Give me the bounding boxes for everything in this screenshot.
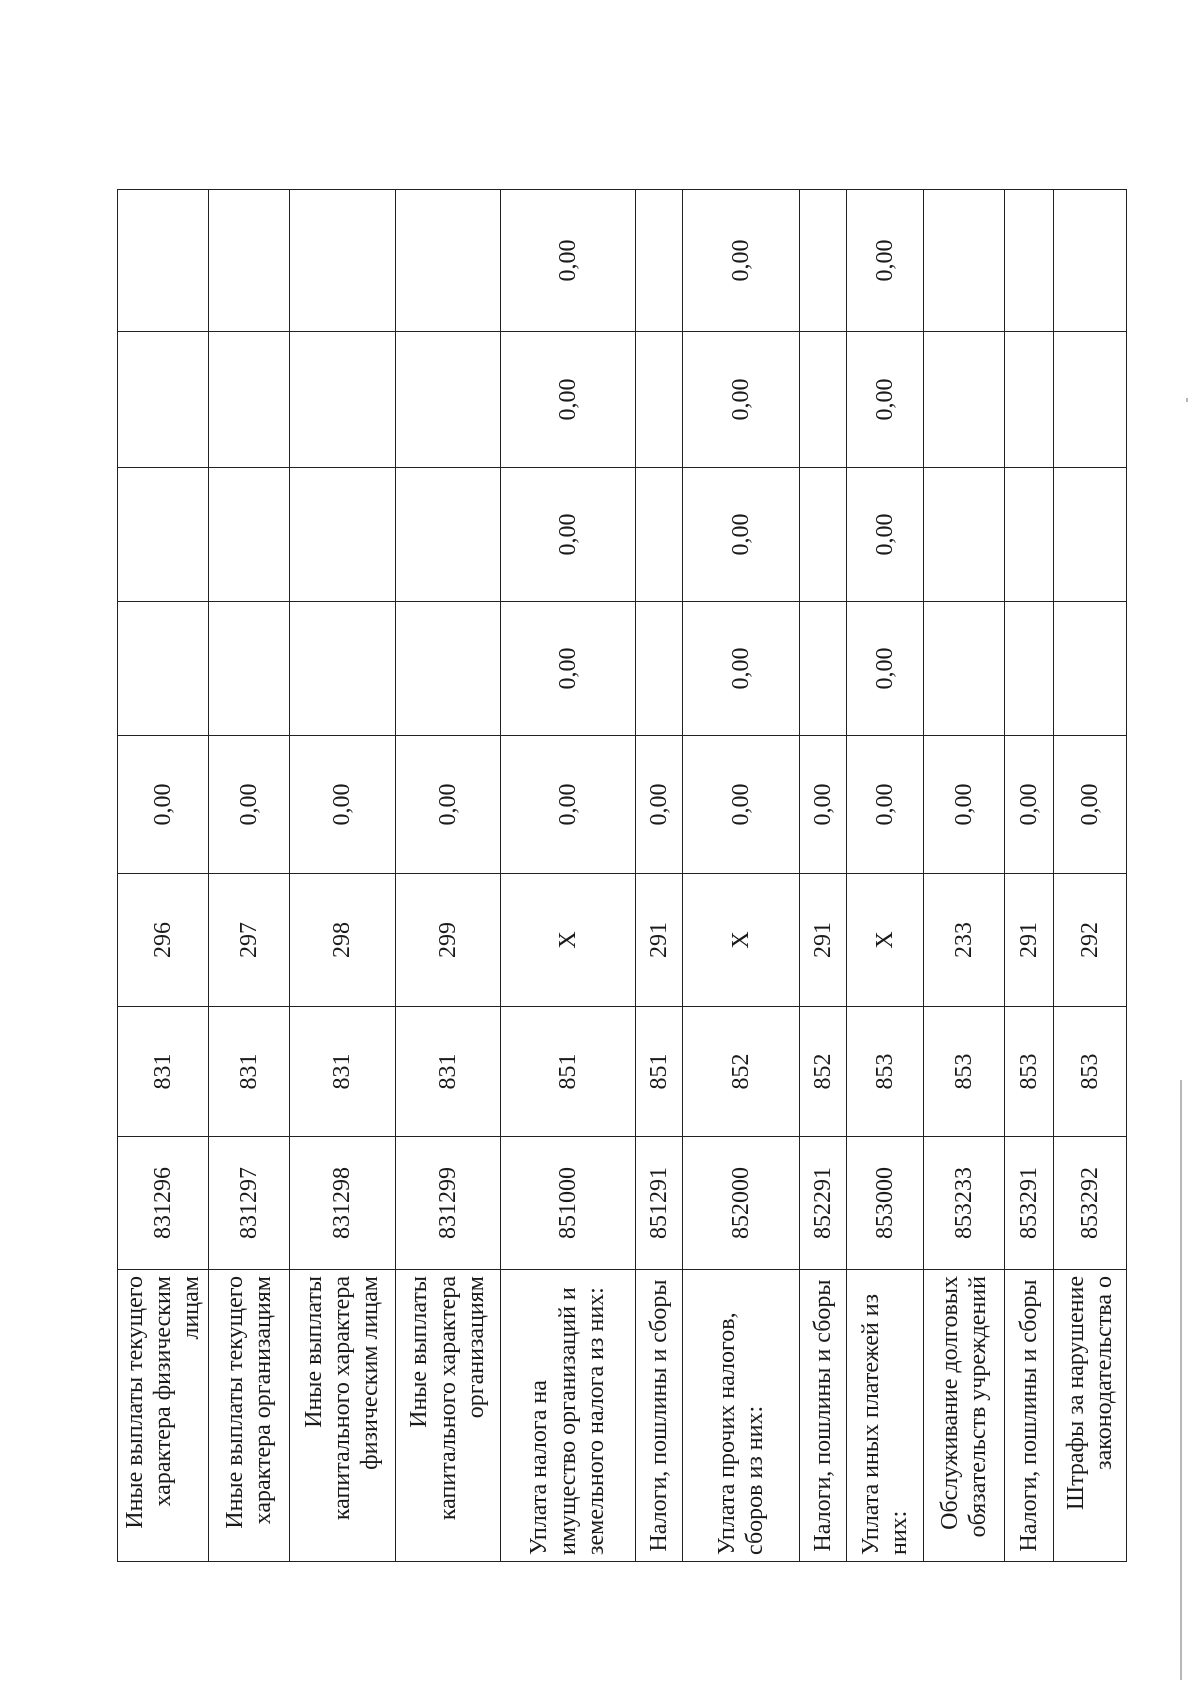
value-cell: 0,00: [847, 190, 924, 332]
expense-type-code-cell: 831: [209, 1007, 290, 1137]
row-code-cell: 831296: [118, 1137, 209, 1270]
row-code-cell: 852000: [683, 1137, 800, 1270]
value-cell: [1053, 190, 1126, 332]
value-cell: 0,00: [683, 468, 800, 602]
value-cell: 0,00: [683, 736, 800, 874]
expense-type-code-cell: 853: [847, 1007, 924, 1137]
row-name-cell: Иные выплаты текущего характера организациям: [209, 1270, 290, 1562]
value-cell: [635, 468, 683, 602]
value-cell: [1005, 468, 1054, 602]
value-cell: 0,00: [209, 736, 290, 874]
value-cell: [635, 602, 683, 736]
value-cell: 0,00: [683, 602, 800, 736]
value-cell: 0,00: [847, 736, 924, 874]
value-cell: [118, 468, 209, 602]
row-code-cell: 853292: [1053, 1137, 1126, 1270]
scan-edge-mark: [1180, 1080, 1182, 1680]
kosgu-code-cell: 292: [1053, 874, 1126, 1007]
row-name-cell: Налоги, пошлины и сборы: [799, 1270, 847, 1562]
row-code-cell: 851291: [635, 1137, 683, 1270]
value-cell: [799, 190, 847, 332]
row-name-cell: Уплата прочих налогов, сборов из них:: [683, 1270, 800, 1562]
value-cell: [118, 332, 209, 468]
table-row: [847, 190, 924, 1562]
value-cell: [395, 190, 500, 332]
value-cell: [290, 190, 395, 332]
value-cell: [290, 468, 395, 602]
row-code-cell: 831298: [290, 1137, 395, 1270]
row-code-cell: 831297: [209, 1137, 290, 1270]
expense-type-code-cell: 851: [635, 1007, 683, 1137]
table-row: [799, 190, 847, 1562]
row-code-cell: 852291: [799, 1137, 847, 1270]
value-cell: [1005, 190, 1054, 332]
value-cell: [290, 602, 395, 736]
value-cell: 0,00: [847, 602, 924, 736]
table-row: [118, 190, 209, 1562]
row-code-cell: 853291: [1005, 1137, 1054, 1270]
table-row: [1053, 190, 1126, 1562]
value-cell: [209, 332, 290, 468]
value-cell: 0,00: [500, 468, 635, 602]
row-code-cell: 851000: [500, 1137, 635, 1270]
value-cell: [395, 332, 500, 468]
row-name-cell: Иные выплаты текущего характера физическим лицам: [118, 1270, 209, 1562]
value-cell: 0,00: [395, 736, 500, 874]
value-cell: [1005, 602, 1054, 736]
expense-type-code-cell: 852: [683, 1007, 800, 1137]
value-cell: 0,00: [118, 736, 209, 874]
table-row: [683, 190, 800, 1562]
table-row: [924, 190, 1005, 1562]
row-code-cell: 853000: [847, 1137, 924, 1270]
kosgu-code-cell: X: [500, 874, 635, 1007]
value-cell: [799, 602, 847, 736]
rotated-table-container: [117, 190, 1127, 1562]
row-code-cell: 831299: [395, 1137, 500, 1270]
kosgu-code-cell: 291: [799, 874, 847, 1007]
row-code-cell: 853233: [924, 1137, 1005, 1270]
kosgu-code-cell: 233: [924, 874, 1005, 1007]
row-name-cell: Обслуживание долговых обязательств учреждений: [924, 1270, 1005, 1562]
table-row: [395, 190, 500, 1562]
value-cell: [1053, 468, 1126, 602]
value-cell: [799, 332, 847, 468]
value-cell: [209, 602, 290, 736]
value-cell: [395, 602, 500, 736]
value-cell: [1053, 332, 1126, 468]
row-name-cell: Штрафы за нарушение законодательства о: [1053, 1270, 1126, 1562]
expense-type-code-cell: 852: [799, 1007, 847, 1137]
table-body: [118, 190, 1127, 1562]
value-cell: 0,00: [290, 736, 395, 874]
expense-type-code-cell: 853: [1005, 1007, 1054, 1137]
table-row: [209, 190, 290, 1562]
value-cell: [118, 602, 209, 736]
value-cell: [290, 332, 395, 468]
value-cell: 0,00: [683, 332, 800, 468]
kosgu-code-cell: 291: [1005, 874, 1054, 1007]
value-cell: [395, 468, 500, 602]
value-cell: [799, 468, 847, 602]
budget-table: [117, 189, 1127, 1562]
value-cell: [209, 468, 290, 602]
table-row: [1005, 190, 1054, 1562]
scan-dot-mark: [1186, 398, 1188, 402]
value-cell: [924, 602, 1005, 736]
value-cell: [924, 468, 1005, 602]
expense-type-code-cell: 853: [924, 1007, 1005, 1137]
value-cell: 0,00: [924, 736, 1005, 874]
value-cell: [209, 190, 290, 332]
value-cell: 0,00: [683, 190, 800, 332]
kosgu-code-cell: 291: [635, 874, 683, 1007]
expense-type-code-cell: 831: [395, 1007, 500, 1137]
row-name-cell: Налоги, пошлины и сборы: [635, 1270, 683, 1562]
value-cell: 0,00: [500, 332, 635, 468]
value-cell: 0,00: [500, 736, 635, 874]
value-cell: 0,00: [799, 736, 847, 874]
row-name-cell: Иные выплаты капитального характера физическим лицам: [290, 1270, 395, 1562]
value-cell: 0,00: [500, 190, 635, 332]
table-row: [635, 190, 683, 1562]
row-name-cell: Уплата иных платежей из них:: [847, 1270, 924, 1562]
value-cell: 0,00: [500, 602, 635, 736]
expense-type-code-cell: 831: [118, 1007, 209, 1137]
expense-type-code-cell: 853: [1053, 1007, 1126, 1137]
value-cell: 0,00: [1053, 736, 1126, 874]
kosgu-code-cell: 298: [290, 874, 395, 1007]
table-row: [290, 190, 395, 1562]
value-cell: [1053, 602, 1126, 736]
value-cell: [1005, 332, 1054, 468]
value-cell: [635, 190, 683, 332]
row-name-cell: Налоги, пошлины и сборы: [1005, 1270, 1054, 1562]
value-cell: [635, 332, 683, 468]
value-cell: 0,00: [1005, 736, 1054, 874]
kosgu-code-cell: 299: [395, 874, 500, 1007]
table-row: [500, 190, 635, 1562]
kosgu-code-cell: X: [847, 874, 924, 1007]
kosgu-code-cell: 296: [118, 874, 209, 1007]
value-cell: 0,00: [635, 736, 683, 874]
row-name-cell: Иные выплаты капитального характера организациям: [395, 1270, 500, 1562]
kosgu-code-cell: 297: [209, 874, 290, 1007]
value-cell: [924, 332, 1005, 468]
value-cell: [924, 190, 1005, 332]
value-cell: 0,00: [847, 468, 924, 602]
expense-type-code-cell: 831: [290, 1007, 395, 1137]
value-cell: 0,00: [847, 332, 924, 468]
kosgu-code-cell: X: [683, 874, 800, 1007]
row-name-cell: Уплата налога на имущество организаций и земельного налога из них:: [500, 1270, 635, 1562]
expense-type-code-cell: 851: [500, 1007, 635, 1137]
value-cell: [118, 190, 209, 332]
